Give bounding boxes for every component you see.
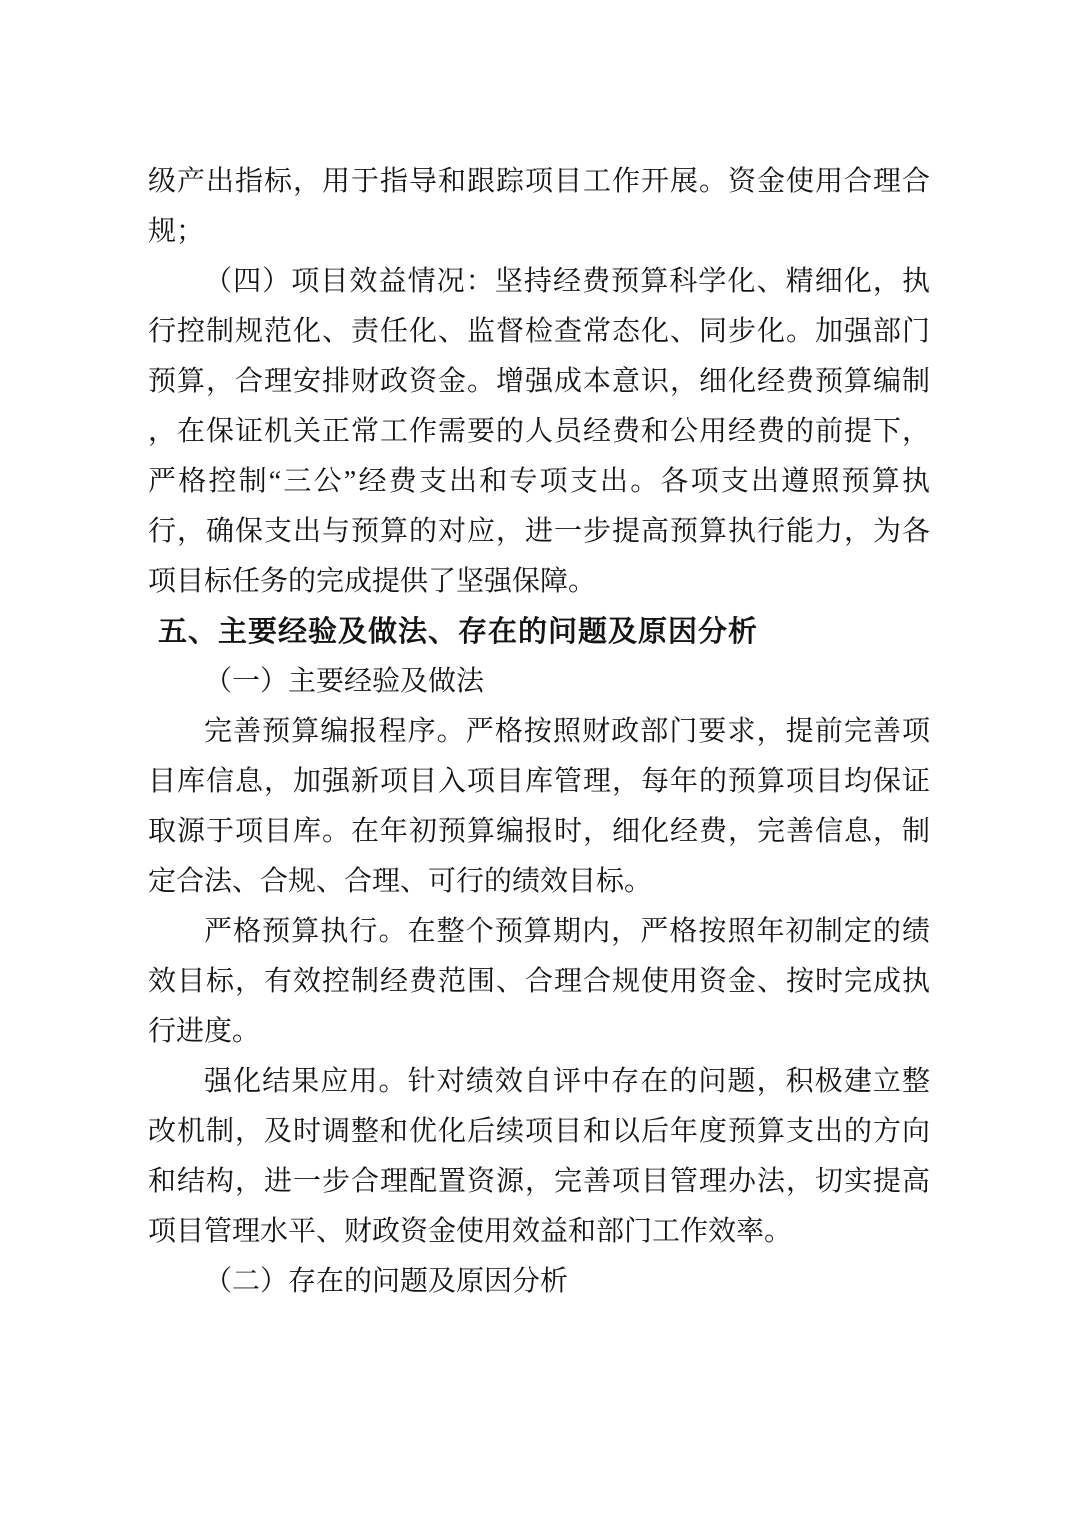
text-line: 取源于项目库。在年初预算编报时，细化经费，完善信息，制 <box>148 816 930 847</box>
text-line: 和结构，进一步合理配置资源，完善项目管理办法，切实提高 <box>148 1166 930 1197</box>
text-line: 行，确保支出与预算的对应，进一步提高预算执行能力，为各 <box>148 516 930 547</box>
text-line: 定合法、合规、合理、可行的绩效目标。 <box>148 866 653 897</box>
text-line: 强化结果应用。针对绩效自评中存在的问题，积极建立整 <box>204 1066 930 1097</box>
text-line: 严格预算执行。在整个预算期内，严格按照年初制定的绩 <box>204 916 930 947</box>
paragraph <box>148 1057 930 1257</box>
text-line: 规； <box>148 216 205 247</box>
paragraph <box>148 907 930 1057</box>
text-line: （四）项目效益情况：坚持经费预算科学化、精细化，执 <box>204 266 930 297</box>
text-line: 预算，合理安排财政资金。增强成本意识，细化经费预算编制 <box>148 366 930 397</box>
text-line: 行控制规范化、责任化、监督检查常态化、同步化。加强部门 <box>148 316 930 347</box>
text-line: 行进度。 <box>148 1016 261 1047</box>
text-line: 改机制，及时调整和优化后续项目和以后年度预算支出的方向 <box>148 1116 930 1147</box>
sub-heading: （二）存在的问题及原因分析 <box>204 1266 569 1297</box>
section-heading: 五、主要经验及做法、存在的问题及原因分析 <box>158 616 759 648</box>
text-line: 目库信息，加强新项目入项目库管理，每年的预算项目均保证 <box>148 766 930 797</box>
paragraph <box>148 257 930 607</box>
document-body <box>148 157 930 1307</box>
text-line: 项目标任务的完成提供了坚强保障。 <box>148 566 597 597</box>
text-line: 项目管理水平、财政资金使用效益和部门工作效率。 <box>148 1216 793 1247</box>
text-line: 严格控制“三公”经费支出和专项支出。各项支出遵照预算执 <box>148 466 930 497</box>
text-line: 完善预算编报程序。严格按照财政部门要求，提前完善项 <box>204 716 930 747</box>
paragraph <box>148 157 930 257</box>
text-line: 效目标，有效控制经费范围、合理合规使用资金、按时完成执 <box>148 966 930 997</box>
paragraph <box>148 707 930 907</box>
text-line: 级产出指标，用于指导和跟踪项目工作开展。资金使用合理合 <box>148 166 930 197</box>
section <box>148 607 930 657</box>
sub-heading: （一）主要经验及做法 <box>204 666 485 697</box>
paragraph <box>148 657 930 707</box>
text-line: ，在保证机关正常工作需要的人员经费和公用经费的前提下， <box>148 416 930 447</box>
paragraph <box>148 1257 930 1307</box>
